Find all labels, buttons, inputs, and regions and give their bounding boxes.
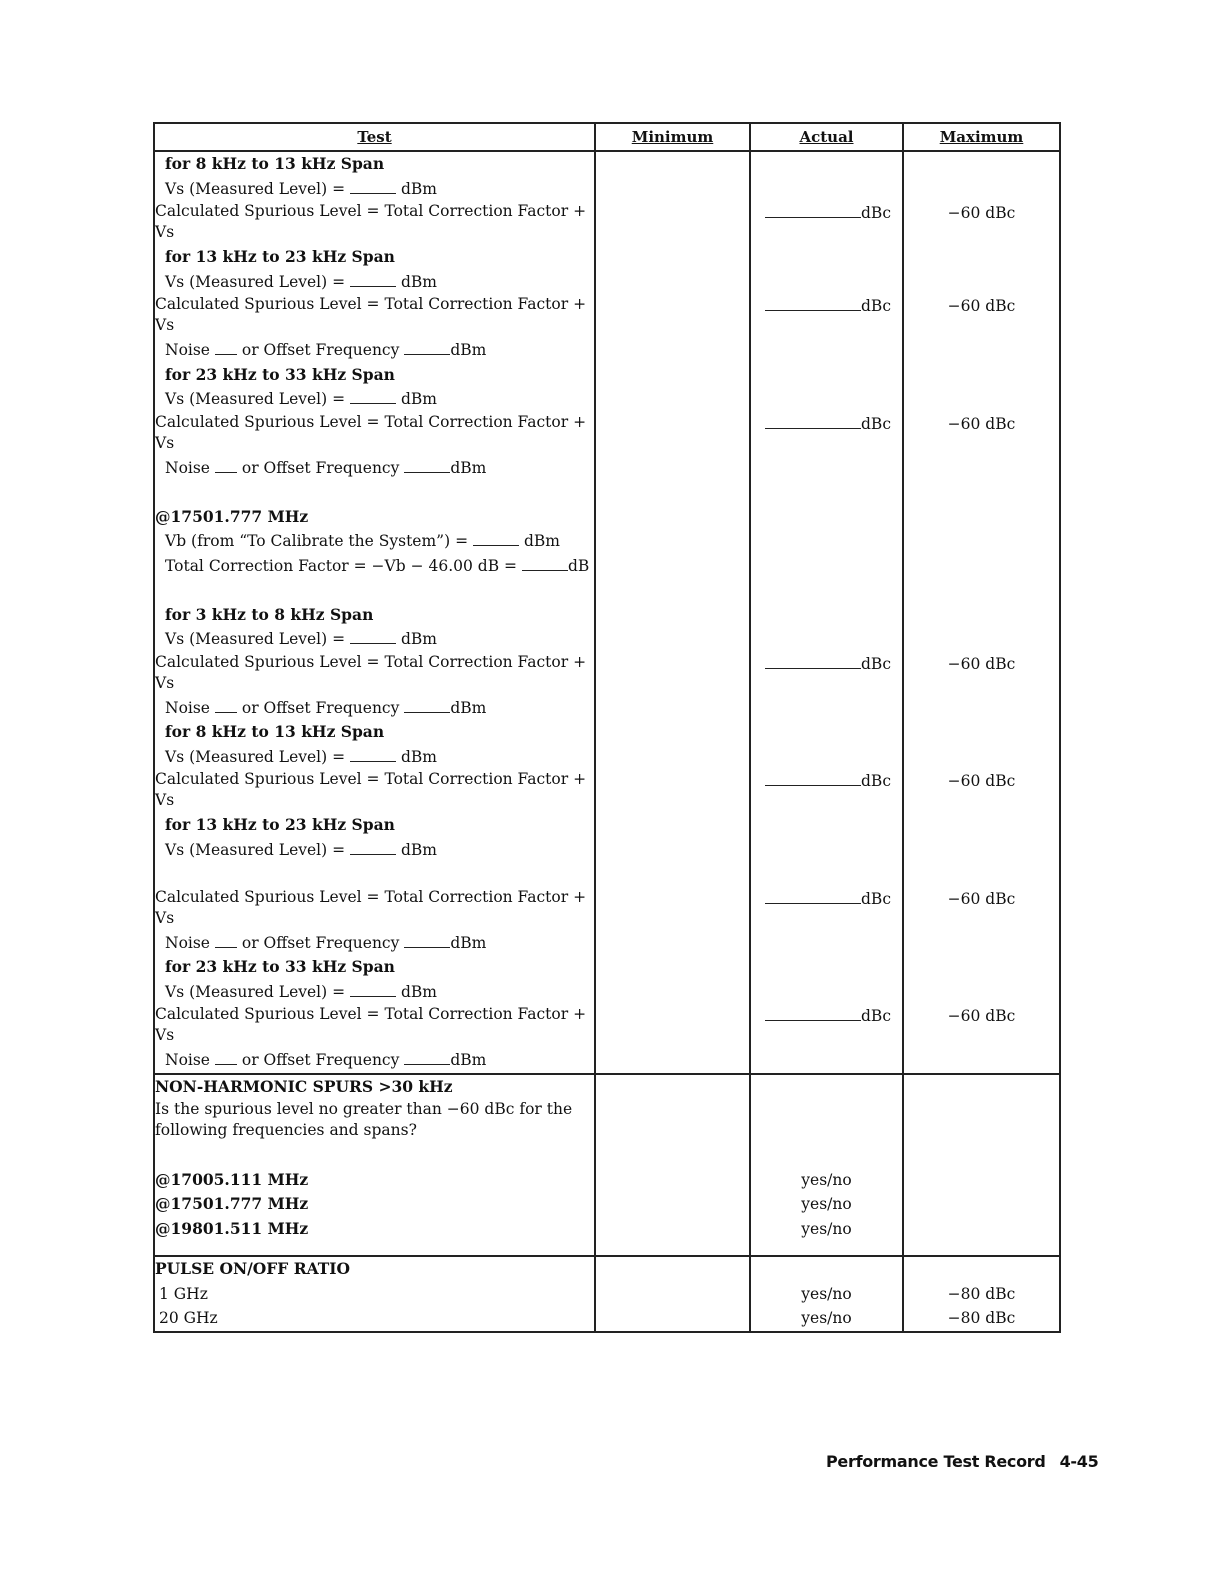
non-harmonic-test [154, 1074, 595, 1257]
noise-label: Noise [165, 341, 210, 359]
actual-entry[interactable] [751, 887, 902, 931]
non-harmonic-question: Is the spurious level no greater than −60 dBc for the following frequencies and spans? [155, 1100, 573, 1139]
pulse-title: PULSE ON/OFF RATIO [155, 1259, 351, 1278]
entry-blank[interactable] [473, 532, 519, 546]
header-actual: Actual [750, 123, 903, 151]
noise-label: Noise [165, 933, 210, 952]
test-column [154, 151, 595, 1074]
noise-offset-line [155, 456, 594, 481]
spacer [904, 387, 1059, 412]
unit-label: dBm [400, 747, 437, 766]
spacer [904, 270, 1059, 295]
actual-blank[interactable] [765, 203, 861, 218]
measurement-label: Vs (Measured Level) = [165, 272, 346, 291]
noise-blank[interactable] [215, 934, 237, 948]
spacer [751, 1048, 902, 1073]
actual-entry[interactable] [751, 769, 902, 813]
calculated-spurious-label: Calculated Spurious Level = Total Correction Factor + Vs [155, 202, 587, 241]
pulse-freq-label: 20 GHz [159, 1309, 218, 1327]
measurement-label: Vb (from “To Calibrate the System”) = [165, 532, 469, 550]
spacer [904, 152, 1059, 177]
measurement-label: Vs (Measured Level) = [165, 179, 346, 198]
max-value: −60 dBc [947, 654, 1016, 673]
max-value: −80 dBc [947, 1284, 1016, 1303]
spacer [155, 862, 594, 887]
measurement-label: Vs (Measured Level) = [165, 630, 346, 648]
spacer [751, 505, 902, 530]
calculated-spurious-label: Calculated Spurious Level = Total Correction Factor + Vs [155, 770, 587, 809]
offset-frequency-label: or Offset Frequency [241, 458, 400, 477]
unit-label: dBm [450, 933, 487, 952]
calculated-spurious-label: Calculated Spurious Level = Total Correction Factor + Vs [155, 412, 587, 452]
unit-label: dBm [400, 179, 437, 198]
span-heading: for 8 kHz to 13 kHz Span [165, 722, 385, 741]
actual-entry[interactable] [751, 201, 902, 245]
frequency-heading: @17501.777 MHz [155, 506, 309, 526]
calculated-spurious-label: Calculated Spurious Level = Total Correction Factor + Vs [155, 887, 587, 927]
noise-offset-line [155, 1048, 594, 1073]
entry-blank[interactable] [350, 273, 396, 287]
yes-no-field[interactable]: yes/no [801, 1284, 852, 1303]
max-value: −60 dBc [947, 889, 1016, 908]
measurement-label: Vs (Measured Level) = [165, 982, 346, 1001]
spacer [751, 627, 902, 652]
measurement-label: Vs (Measured Level) = [165, 747, 346, 766]
span-heading: for 13 kHz to 23 kHz Span [165, 815, 395, 834]
actual-blank[interactable] [765, 414, 861, 429]
unit-label: dBm [523, 532, 560, 550]
actual-unit: dBc [861, 772, 891, 790]
span-heading: for 8 kHz to 13 kHz Span [165, 154, 385, 173]
noise-offset-line [155, 696, 594, 721]
non-harmonic-minimum [595, 1074, 750, 1257]
table-header-row [154, 123, 1060, 151]
header-maximum: Maximum [903, 123, 1060, 151]
footer-title: Performance Test Record [826, 1452, 1046, 1471]
spacer [155, 578, 594, 603]
unit-label: dBm [400, 630, 437, 648]
spacer [751, 813, 902, 838]
actual-blank[interactable] [765, 771, 861, 786]
noise-blank[interactable] [215, 699, 237, 713]
max-value: −60 dBc [947, 204, 1016, 222]
spacer [751, 152, 902, 177]
actual-entry[interactable] [751, 1004, 902, 1048]
spacer [904, 745, 1059, 770]
non-harmonic-freq: @19801.511 MHz [155, 1218, 309, 1238]
non-harmonic-maximum [903, 1074, 1060, 1257]
yes-no-field[interactable]: yes/no [801, 1195, 852, 1213]
offset-blank[interactable] [404, 341, 450, 355]
spacer [904, 338, 1059, 363]
offset-blank[interactable] [404, 459, 450, 473]
offset-frequency-label: or Offset Frequency [241, 1051, 400, 1069]
calculated-spurious-label: Calculated Spurious Level = Total Correction Factor + Vs [155, 1005, 587, 1044]
header-test: Test [154, 123, 595, 151]
spacer [751, 387, 902, 412]
pulse-freq-label: 1 GHz [159, 1284, 208, 1303]
calculated-spurious-label: Calculated Spurious Level = Total Correction Factor + Vs [155, 652, 587, 692]
measured-level-line [155, 177, 594, 202]
unit-label: dBm [400, 840, 437, 859]
span-heading: for 3 kHz to 8 kHz Span [165, 604, 374, 624]
pulse-ratio-row [154, 1256, 1060, 1332]
spacer [904, 529, 1059, 554]
unit-label: dBm [450, 458, 487, 477]
unit-label: dBm [400, 390, 437, 408]
spacer [904, 813, 1059, 838]
noise-offset-line [155, 931, 594, 956]
entry-blank[interactable] [522, 557, 568, 571]
spacer [904, 578, 1059, 603]
actual-entry[interactable] [751, 652, 902, 696]
noise-blank[interactable] [215, 459, 237, 473]
spacer [751, 338, 902, 363]
spacer [751, 578, 902, 603]
actual-unit: dBc [861, 889, 891, 908]
spacer [751, 745, 902, 770]
spacer [751, 696, 902, 721]
spacer [751, 480, 902, 505]
measured-level-line [155, 980, 594, 1005]
actual-unit: dBc [861, 654, 891, 673]
non-harmonic-title: NON-HARMONIC SPURS >30 kHz [155, 1076, 453, 1096]
minimum-column [595, 151, 750, 1074]
entry-blank[interactable] [350, 390, 396, 404]
noise-blank[interactable] [215, 1051, 237, 1065]
measured-level-line [155, 529, 594, 554]
span-heading: for 13 kHz to 23 kHz Span [165, 247, 395, 266]
spacer [904, 480, 1059, 505]
spacer [904, 980, 1059, 1005]
spacer [904, 505, 1059, 530]
measurement-label: Vs (Measured Level) = [165, 840, 346, 859]
actual-unit: dBc [861, 297, 891, 315]
page-footer [826, 1452, 1099, 1478]
spacer [904, 838, 1059, 863]
actual-unit: dBc [861, 1007, 891, 1025]
measurement-label: Total Correction Factor = −Vb − 46.00 dB = [165, 556, 518, 575]
header-minimum: Minimum [595, 123, 750, 151]
yes-no-field[interactable]: yes/no [801, 1309, 852, 1327]
spacer [751, 529, 902, 554]
actual-blank[interactable] [765, 296, 861, 311]
actual-entry[interactable] [751, 294, 902, 338]
spacer [751, 720, 902, 745]
unit-label: dBm [400, 982, 437, 1001]
spacer [751, 955, 902, 980]
span-heading: for 23 kHz to 33 kHz Span [165, 364, 395, 384]
spacer [751, 603, 902, 628]
actual-entry[interactable] [751, 412, 902, 456]
spacer [751, 554, 902, 579]
offset-blank[interactable] [404, 1051, 450, 1065]
spacer [904, 1048, 1059, 1073]
unit-label: dBm [400, 272, 437, 291]
spacer [904, 603, 1059, 628]
offset-blank[interactable] [404, 699, 450, 713]
pulse-actual [750, 1256, 903, 1332]
offset-frequency-label: or Offset Frequency [241, 698, 400, 717]
max-value: −80 dBc [947, 1309, 1016, 1327]
spacer [904, 931, 1059, 956]
offset-frequency-label: or Offset Frequency [241, 341, 400, 359]
spacer [751, 931, 902, 956]
spacer [751, 270, 902, 295]
measured-level-line [155, 627, 594, 652]
spacer [904, 554, 1059, 579]
performance-test-record-table [153, 122, 1061, 1333]
unit-label: dB [567, 556, 590, 575]
spacer [904, 177, 1059, 202]
unit-label: dBm [450, 341, 487, 359]
max-value: −60 dBc [947, 297, 1016, 315]
spacer [155, 480, 594, 505]
entry-blank[interactable] [350, 748, 396, 762]
noise-blank[interactable] [215, 341, 237, 355]
measured-level-line [155, 387, 594, 412]
entry-blank[interactable] [350, 180, 396, 194]
actual-blank[interactable] [765, 654, 861, 669]
entry-blank[interactable] [350, 841, 396, 855]
spacer [904, 862, 1059, 887]
spacer [751, 363, 902, 388]
entry-blank[interactable] [350, 630, 396, 644]
non-harmonic-row [154, 1074, 1060, 1257]
non-harmonic-actual [750, 1074, 903, 1257]
spacer [904, 363, 1059, 388]
measured-level-line [155, 838, 594, 863]
noise-label: Noise [165, 698, 210, 717]
actual-blank[interactable] [765, 1006, 861, 1021]
spacer [904, 456, 1059, 481]
span-heading: for 23 kHz to 33 kHz Span [165, 957, 395, 976]
non-harmonic-freq: @17501.777 MHz [155, 1194, 309, 1213]
calculated-spurious-label: Calculated Spurious Level = Total Correction Factor + Vs [155, 295, 587, 334]
unit-label: dBm [450, 1051, 487, 1069]
spacer [904, 245, 1059, 270]
spacer [904, 627, 1059, 652]
spacer [751, 456, 902, 481]
noise-label: Noise [165, 1051, 210, 1069]
actual-unit: dBc [861, 414, 891, 433]
noise-offset-line [155, 338, 594, 363]
spacer [904, 720, 1059, 745]
spacer [751, 245, 902, 270]
maximum-column [903, 151, 1060, 1074]
measured-level-line [155, 270, 594, 295]
actual-unit: dBc [861, 204, 891, 222]
pulse-minimum [595, 1256, 750, 1332]
offset-blank[interactable] [404, 934, 450, 948]
offset-frequency-label: or Offset Frequency [241, 933, 400, 952]
non-harmonic-freq: @17005.111 MHz [155, 1169, 309, 1189]
pulse-maximum [903, 1256, 1060, 1332]
actual-blank[interactable] [765, 889, 861, 904]
unit-label: dBm [450, 698, 487, 717]
max-value: −60 dBc [947, 772, 1016, 790]
spacer [751, 838, 902, 863]
max-value: −60 dBc [947, 1007, 1016, 1025]
noise-label: Noise [165, 458, 210, 477]
max-value: −60 dBc [947, 414, 1016, 433]
yes-no-field[interactable]: yes/no [801, 1219, 852, 1238]
page-number: 4-45 [1059, 1452, 1099, 1471]
measured-level-line [155, 745, 594, 770]
spacer [751, 980, 902, 1005]
yes-no-field[interactable]: yes/no [801, 1170, 852, 1189]
measurement-label: Vs (Measured Level) = [165, 390, 346, 408]
actual-column [750, 151, 903, 1074]
spacer [751, 177, 902, 202]
spur-measurements-row [154, 151, 1060, 1074]
spacer [904, 955, 1059, 980]
pulse-test [154, 1256, 595, 1332]
spacer [751, 862, 902, 887]
entry-blank[interactable] [350, 983, 396, 997]
measured-level-line [155, 554, 594, 579]
spacer [904, 696, 1059, 721]
